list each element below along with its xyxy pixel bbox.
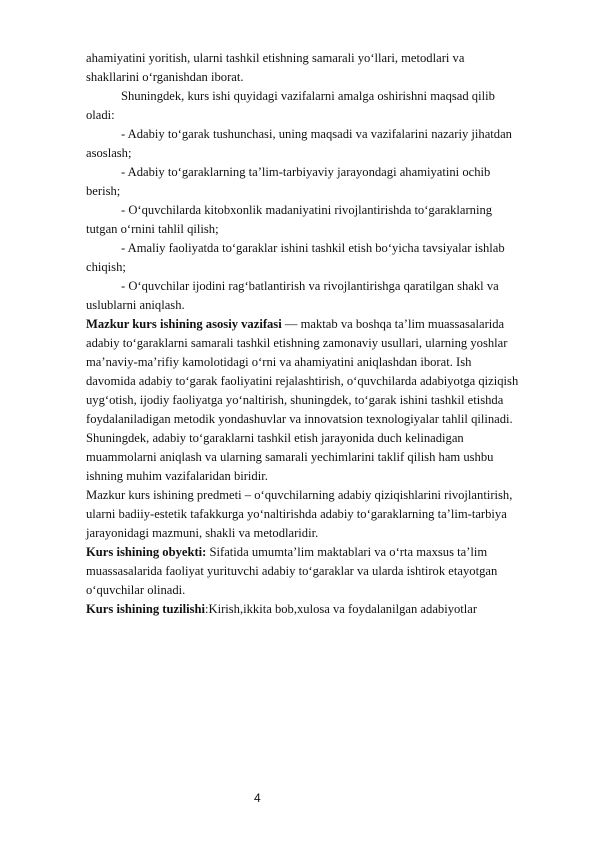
text-line — [86, 430, 576, 446]
text-line — [86, 316, 576, 332]
text-line — [86, 69, 576, 85]
text-line — [121, 88, 581, 104]
line-text: uslublarni aniqlash. — [86, 298, 185, 312]
line-text: ahamiyatini yoritish, ularni tashkil etishning samarali yo‘llari, metodlari va — [86, 51, 465, 65]
line-text: - Adabiy to‘garak tushunchasi, uning maqsadi va vazifalarini nazariy jihatdan — [121, 127, 512, 141]
text-line — [86, 525, 576, 541]
text-line — [86, 487, 576, 503]
line-text: Shuningdek, adabiy toʻgaraklarni tashkil etish jarayonida duch kelinadigan — [86, 431, 464, 445]
text-line — [86, 563, 576, 579]
text-line — [86, 582, 576, 598]
line-text: uygʻotish, ijodiy faoliyatga yoʻnaltirish, shuningdek, toʻgarak ishini tashkil etishda — [86, 393, 504, 407]
bold-heading: Kurs ishining tuzilishi — [86, 602, 205, 616]
line-text: - O‘quvchilarda kitobxonlik madaniyatini rivojlantirishda to‘garaklarning — [121, 203, 493, 217]
text-line — [86, 449, 576, 465]
line-text: tutgan o‘rnini tahlil qilish; — [86, 222, 219, 236]
text-line — [121, 278, 581, 294]
line-text: adabiy toʻgaraklarni samarali tashkil etishning zamonaviy usullari, ularning yoshlar — [86, 336, 508, 350]
bold-heading: Kurs ishining obyekti: — [86, 545, 207, 559]
page-number: 4 — [254, 791, 261, 805]
bold-heading: Mazkur kurs ishining asosiy vazifasi — [86, 317, 282, 331]
text-line — [86, 506, 576, 522]
line-text: davomida adabiy toʻgarak faoliyatini rejalashtirish, oʻquvchilarda adabiyotga qiziqish — [86, 374, 519, 388]
line-text: oladi: — [86, 108, 115, 122]
line-text: ularni badiiy-estetik tafakkurga yo‘naltirishda adabiy to‘garaklarning ta’lim-tarbiya — [86, 507, 507, 521]
text-line — [86, 601, 576, 617]
text-line — [121, 202, 581, 218]
text-line — [86, 392, 576, 408]
line-text: o‘quvchilar olinadi. — [86, 583, 186, 597]
line-text: - Amaliy faoliyatda to‘garaklar ishini tashkil etish bo‘yicha tavsiyalar ishlab — [121, 241, 505, 255]
line-text: foydalaniladigan metodik yondashuvlar va innovatsion texnologiyalar tahlil qilinadi. — [86, 412, 513, 426]
line-text: jarayonidagi mazmuni, shakli va metodlaridir. — [86, 526, 319, 540]
text-line — [86, 183, 576, 199]
text-line — [86, 544, 576, 560]
text-line — [86, 259, 576, 275]
text-line — [121, 240, 581, 256]
line-text: Sifatida umumta’lim maktablari va o‘rta maxsus ta’lim — [206, 545, 488, 559]
text-line — [121, 164, 581, 180]
line-text: Shuningdek, kurs ishi quyidagi vazifalarni amalga oshirishni maqsad qilib — [121, 89, 495, 103]
text-line — [121, 126, 581, 142]
line-text: - Adabiy to‘garaklarning ta’lim-tarbiyaviy jarayondagi ahamiyatini ochib — [121, 165, 491, 179]
line-text: berish; — [86, 184, 121, 198]
line-text: :Kirish,ikkita bob,xulosa va foydalanilgan adabiyotlar — [204, 602, 478, 616]
line-text: asoslash; — [86, 146, 132, 160]
line-text: chiqish; — [86, 260, 126, 274]
line-text: shakllarini o‘rganishdan iborat. — [86, 70, 244, 84]
text-line — [86, 50, 576, 66]
text-line — [86, 373, 576, 389]
line-text: Mazkur kurs ishining predmeti – o‘quvchilarning adabiy qiziqishlarini rivojlantirish, — [86, 488, 513, 502]
line-text: muassasalarida faoliyat yurituvchi adabiy to‘garaklar va ularda ishtirok etayotgan — [86, 564, 498, 578]
line-text: ishning muhim vazifalaridan biridir. — [86, 469, 268, 483]
text-line — [86, 221, 576, 237]
text-line — [86, 335, 576, 351]
line-text: — maktab va boshqa ta’lim muassasalarida — [281, 317, 505, 331]
text-line — [86, 411, 576, 427]
text-line — [86, 297, 576, 313]
text-line — [86, 145, 576, 161]
text-line — [86, 468, 576, 484]
text-line — [86, 107, 576, 123]
text-line — [86, 354, 576, 370]
line-text: - O‘quvchilar ijodini rag‘batlantirish va rivojlantirishga qaratilgan shakl va — [121, 279, 499, 293]
line-text: muammolarni aniqlash va ularning samarali yechimlarini taklif qilish ham ushbu — [86, 450, 494, 464]
line-text: maʼnaviy-maʼrifiy kamolotidagi oʻrni va ahamiyatini aniqlashdan iborat. Ish — [86, 355, 472, 369]
